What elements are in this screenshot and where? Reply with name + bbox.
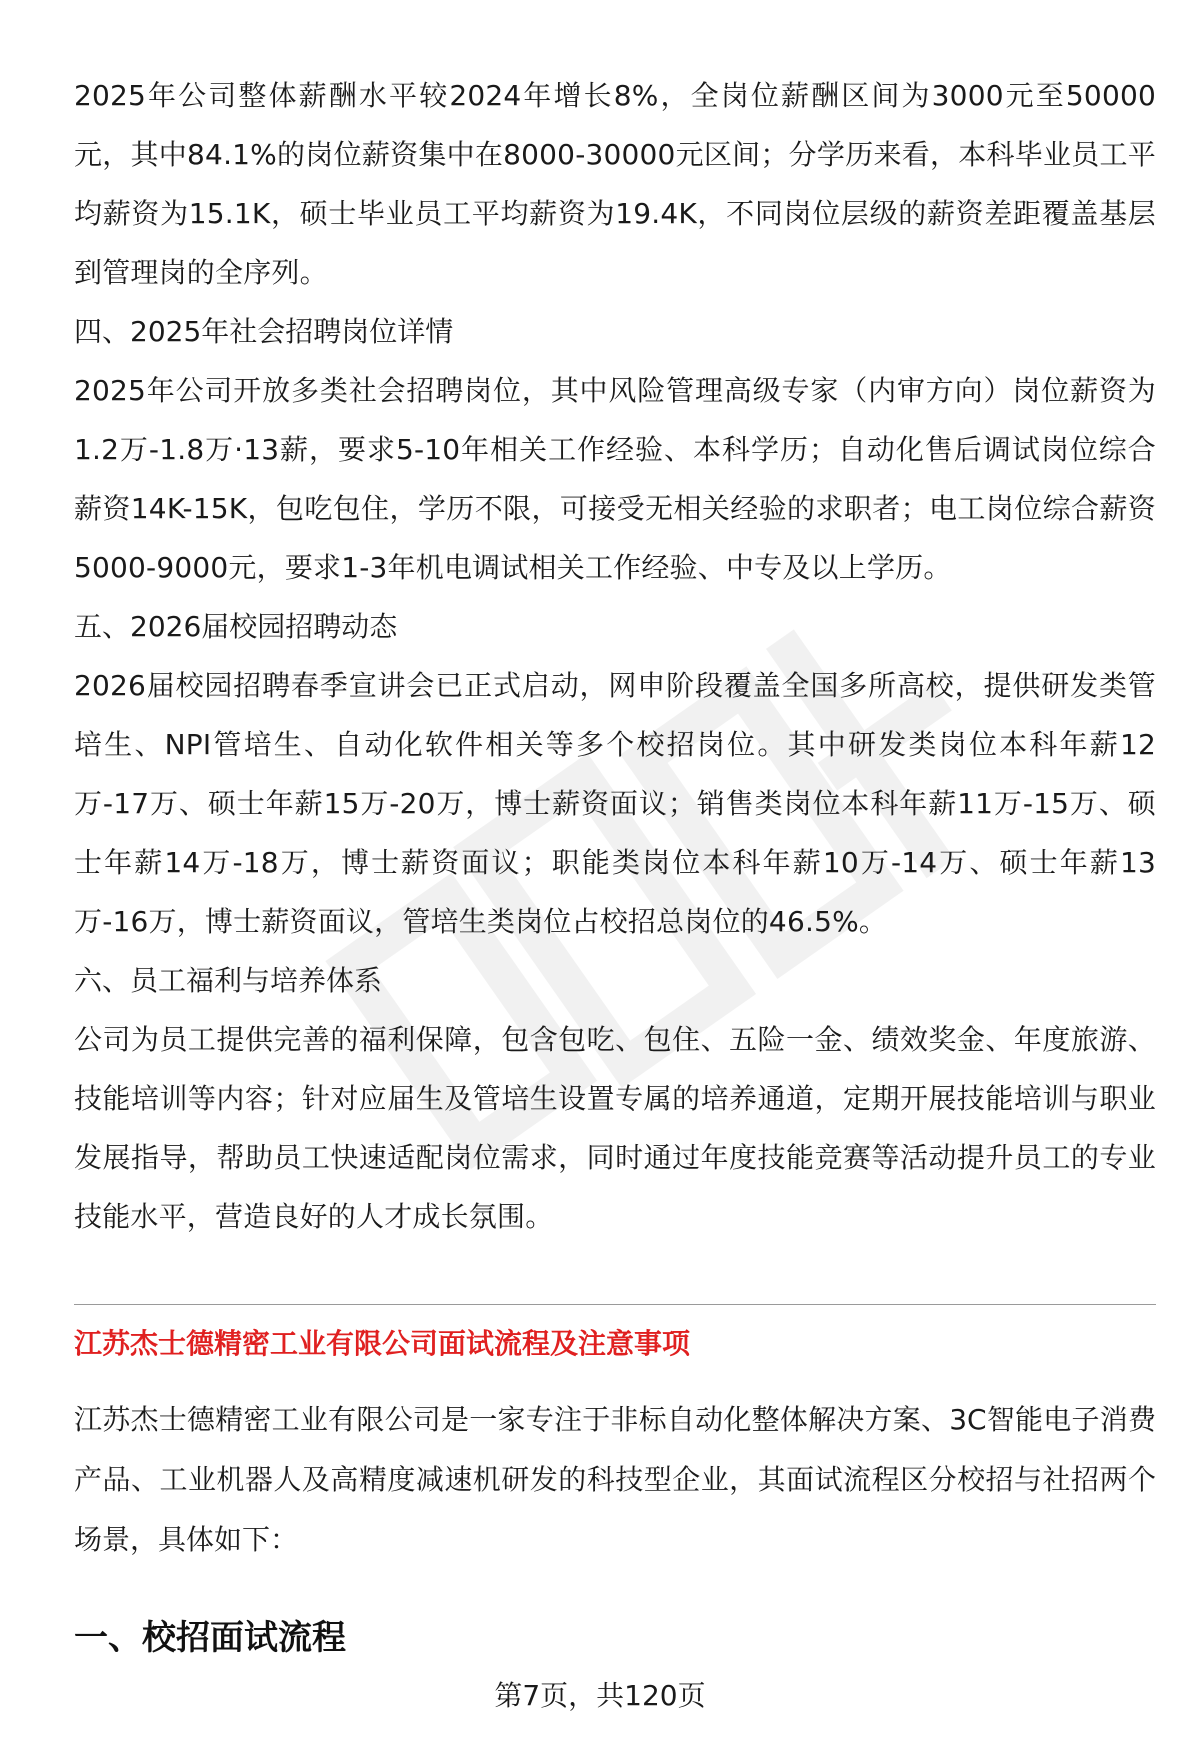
welfare-paragraph: 公司为员工提供完善的福利保障，包含包吃、包住、五险一金、绩效奖金、年度旅游、技能培训等内容；针对应届生及管培生设置专属的培养通道，定期开展技能培训与职业发展指导，帮助员工快速适配岗位需求，同时通过年度技能竞赛等活动提升员工的专业技能水平，营造良好的人才成长氛围。: [74, 1023, 1156, 1233]
social-recruitment-paragraph: 2025年公司开放多类社会招聘岗位，其中风险管理高级专家（内审方向）岗位薪资为1.2万-1.8万·13薪，要求5-10年相关工作经验、本科学历；自动化售后调试岗位综合薪资14K-15K，包吃包住，学历不限，可接受无相关经验的求职者；电工岗位综合薪资5000-9000元，要求1-3年机电调试相关工作经验、中专及以上学历。: [74, 374, 1156, 584]
interview-section-title: 江苏杰士德精密工业有限公司面试流程及注意事项: [74, 1327, 691, 1360]
section-heading-5: 五、2026届校园招聘动态: [74, 610, 398, 643]
main-content: [74, 66, 1156, 1246]
campus-recruitment-paragraph: 2026届校园招聘春季宣讲会已正式启动，网申阶段覆盖全国多所高校，提供研发类管培生、NPI管培生、自动化软件相关等多个校招岗位。其中研发类岗位本科年薪12万-17万、硕士年薪15万-20万，博士薪资面议；销售类岗位本科年薪11万-15万、硕士年薪14万-18万，博士薪资面议；职能类岗位本科年薪10万-14万、硕士年薪13万-16万，博士薪资面议，管培生类岗位占校招总岗位的46.5%。: [74, 669, 1156, 938]
salary-paragraph: 2025年公司整体薪酬水平较2024年增长8%，全岗位薪酬区间为3000元至50000元，其中84.1%的岗位薪资集中在8000-30000元区间；分学历来看，本科毕业员工平均薪资为15.1K，硕士毕业员工平均薪资为19.4K，不同岗位层级的薪资差距覆盖基层到管理岗的全序列。: [74, 79, 1156, 289]
horizontal-divider: [74, 1304, 1156, 1305]
page-number: 第7页，共120页: [494, 1679, 706, 1712]
campus-interview-heading: 一、校招面试流程: [74, 1618, 346, 1658]
company-intro-paragraph: 江苏杰士德精密工业有限公司是一家专注于非标自动化整体解决方案、3C智能电子消费产品、工业机器人及高精度减速机研发的科技型企业，其面试流程区分校招与社招两个场景，具体如下：: [74, 1403, 1156, 1556]
section-heading-6: 六、员工福利与培养体系: [74, 964, 383, 997]
section-heading-4: 四、2025年社会招聘岗位详情: [74, 315, 454, 348]
